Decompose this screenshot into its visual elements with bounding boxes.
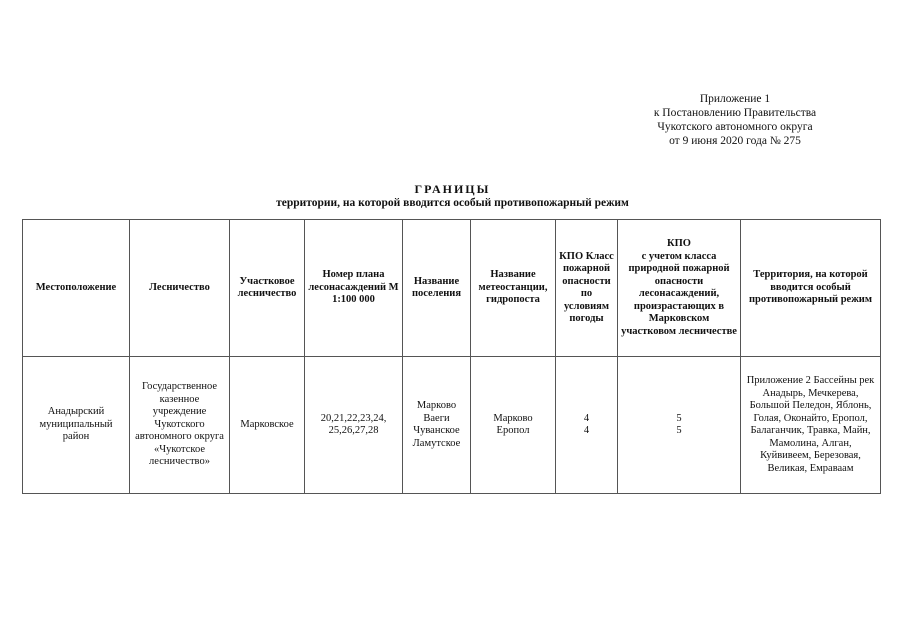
cell-plan-number: 20,21,22,23,24, 25,26,27,28 (305, 357, 403, 494)
cell-territory: Приложение 2 Бассейны рек Анадырь, Мечкерева, Большой Пеледон, Яблонь, Голая, Оконайто, Еропол, Балаганчик, Травка, Майн, Мамолина, Алган, Куйвивеем, Березовая, Великая, Емраваам (741, 357, 881, 494)
settlement-item: Ламутское (412, 437, 461, 449)
appendix-line: к Постановлению Правительства (653, 107, 817, 119)
header-settlement: Название поселения (403, 220, 471, 357)
header-territory: Территория, на которой вводится особый противопожарный режим (741, 220, 881, 357)
table-header-row (23, 220, 881, 357)
appendix-line: от 9 июня 2020 года № 275 (669, 135, 801, 147)
cell-forestry: Государственное казенное учреждение Чукотского автономного округа «Чукотское лесничество» (130, 357, 230, 494)
appendix-line: Приложение 1 (699, 93, 771, 105)
document-title: ГРАНИЦЫ (414, 182, 491, 196)
cell-district-forestry: Марковское (230, 357, 305, 494)
cell-kpo-weather (556, 357, 618, 494)
header-station: Название метеостанции, гидропоста (471, 220, 556, 357)
header-plan-number: Номер плана лесонасаждений М 1:100 000 (305, 220, 403, 357)
header-kpo-weather: КПО Класс пожарной опасности по условиям погоды (556, 220, 618, 357)
header-location: Местоположение (23, 220, 130, 357)
station-item: Еропол (496, 425, 530, 436)
header-district-forestry: Участковое лесничество (230, 220, 305, 357)
appendix-line: Чукотского автономного округа (657, 121, 813, 133)
document-heading (0, 182, 905, 210)
boundaries-table (22, 219, 881, 494)
table-row (23, 357, 881, 494)
appendix-block (625, 92, 845, 148)
header-kpo-nature-line2: с учетом класса природной пожарной опасности лесонасаждений, произрастающих в Марковском участковом лесничестве (621, 250, 737, 337)
cell-location: Анадырский муниципальный район (23, 357, 130, 494)
kpo-weather-value: 4 (583, 412, 590, 424)
kpo-weather-value: 4 (583, 425, 590, 436)
cell-kpo-nature (618, 357, 741, 494)
settlement-item: Марково (416, 400, 457, 411)
cell-settlements (403, 357, 471, 494)
header-kpo-nature-line1: КПО (667, 238, 691, 249)
document-subtitle: территории, на которой вводится особый противопожарный режим (276, 197, 629, 209)
settlement-item: Ваеги (423, 412, 450, 424)
cell-stations (471, 357, 556, 494)
header-forestry: Лесничество (130, 220, 230, 357)
kpo-nature-value: 5 (676, 425, 682, 436)
header-kpo-nature (618, 220, 741, 357)
station-item: Марково (493, 412, 533, 424)
settlement-item: Чуванское (413, 425, 460, 436)
kpo-nature-value: 5 (676, 412, 682, 424)
